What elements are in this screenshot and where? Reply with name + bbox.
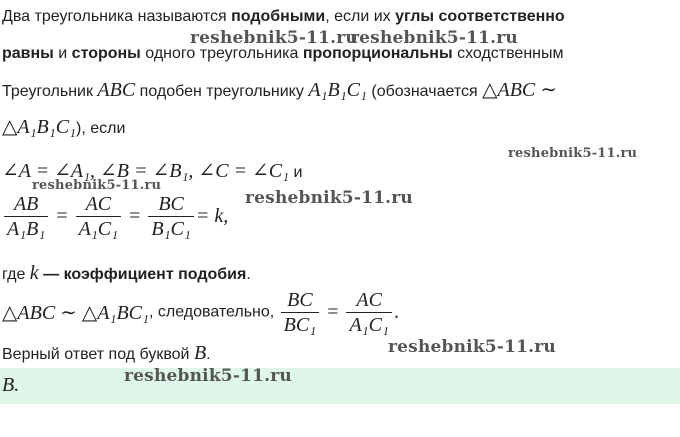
answer-line — [2, 342, 211, 365]
term-coefficient: коэффициент подобия — [63, 266, 247, 283]
text: и — [53, 45, 72, 62]
text: (обозначается — [366, 83, 483, 100]
statement-line-2 — [2, 114, 125, 139]
text: сходственным — [452, 45, 564, 62]
watermark: reshebnik5-11.ru — [350, 28, 518, 48]
term-sides: стороны — [71, 45, 141, 62]
definition-line-1 — [2, 8, 565, 26]
text: и — [289, 164, 303, 181]
fraction-ac-a1c1: $\frac{AC}{\text{A₁C₁}}$ — [346, 288, 391, 337]
term-similar: подобными — [231, 8, 326, 25]
text: Верный ответ под буквой — [2, 346, 194, 363]
statement-line-1 — [2, 77, 557, 102]
term-angles: углы соответственно — [395, 8, 565, 25]
equals: = — [327, 301, 339, 323]
equals: = — [56, 205, 68, 227]
watermark: reshebnik5-11.ru — [190, 28, 358, 48]
term-proportional: пропорциональны — [302, 45, 453, 62]
text: подобен треугольнику — [135, 83, 309, 100]
answer-value: B. — [2, 374, 20, 396]
sides-ratio — [2, 192, 228, 241]
watermark: reshebnik5-11.ru — [508, 146, 638, 161]
dash: — — [38, 266, 64, 283]
equals: = — [129, 205, 141, 227]
similarity-notation-left: △ABC ∼ — [482, 79, 558, 101]
text: , следовательно, — [148, 303, 279, 321]
term-equal: равны — [2, 45, 54, 62]
text: . — [206, 346, 211, 363]
text: Треугольник — [2, 83, 98, 100]
watermark: reshebnik5-11.ru — [124, 366, 292, 386]
consequence-line — [2, 288, 399, 337]
answer-box — [0, 368, 680, 404]
text: . — [246, 266, 251, 283]
fraction-bc-bc1: $\frac{BC}{\text{BC₁}}$ — [281, 288, 320, 337]
k-symbol: k — [29, 262, 39, 284]
fraction-bc: $\frac{BC}{\text{B₁C₁}}$ — [148, 192, 193, 241]
triangle-abc: ABC — [97, 79, 136, 101]
text: . — [393, 301, 399, 323]
fraction-ab: $\frac{AB}{\text{A₁B₁}}$ — [4, 192, 48, 241]
answer-letter: B — [193, 342, 207, 364]
watermark: reshebnik5-11.ru — [245, 188, 413, 208]
angle-equalities: ∠A = ∠A₁, ∠B = ∠B₁, ∠C = ∠C₁ — [2, 160, 290, 182]
watermark: reshebnik5-11.ru — [388, 337, 556, 357]
text: , если их — [325, 8, 396, 25]
similarity-notation-right: △A₁B₁C₁ — [2, 116, 77, 138]
similarity-statement: △ABC ∼ △A₁BC₁ — [2, 302, 149, 324]
text: Два треугольника называются — [2, 8, 232, 25]
coefficient-k: = k, — [195, 205, 229, 227]
coefficient-line — [2, 262, 251, 285]
text: где — [2, 266, 30, 283]
fraction-ac: $\frac{AC}{\text{A₁C₁}}$ — [76, 192, 121, 241]
watermark: reshebnik5-11.ru — [32, 178, 162, 193]
text: одного треугольника — [140, 45, 303, 62]
text: ), если — [76, 120, 126, 137]
triangle-a1b1c1: A₁B₁C₁ — [308, 79, 367, 101]
